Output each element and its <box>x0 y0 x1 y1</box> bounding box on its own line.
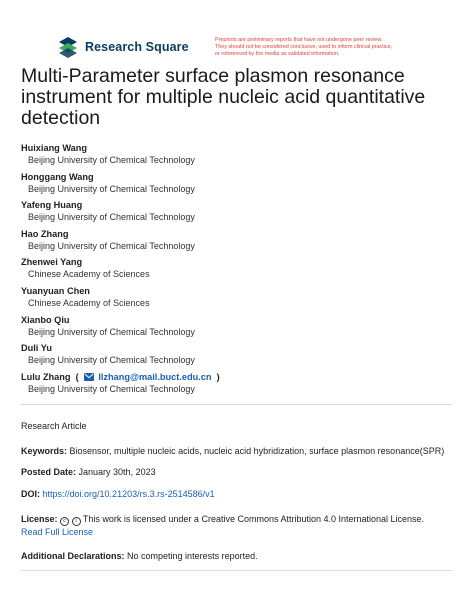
author-entry <box>21 314 451 343</box>
disclaimer-line: or referenced by the media as validated information. <box>215 51 340 58</box>
author-entry <box>21 142 451 171</box>
doi-line <box>21 488 461 500</box>
author-affiliation: Chinese Academy of Sciences <box>28 269 150 280</box>
keywords-label: Keywords: <box>21 446 68 456</box>
keywords-value: Biosensor, multiple nucleic acids, nucleic acid hybridization, surface plasmon resonance(SPR) <box>69 446 445 456</box>
license-text: This work is licensed under a Creative Commons Attribution 4.0 International License. <box>82 514 425 524</box>
author-affiliation: Beijing University of Chemical Technology <box>28 240 195 251</box>
author-affiliation: Beijing University of Chemical Technology <box>28 326 195 337</box>
keywords-line <box>21 445 461 457</box>
page-header <box>0 0 474 70</box>
author-entry <box>21 199 451 228</box>
envelope-icon <box>84 373 94 381</box>
author-affiliation: Beijing University of Chemical Technology <box>28 383 195 394</box>
author-name: Honggang Wang <box>21 171 94 182</box>
research-square-logo[interactable] <box>57 36 189 58</box>
author-email-link[interactable] <box>84 372 214 382</box>
section-divider <box>21 404 453 405</box>
license-label: License: <box>21 514 58 524</box>
author-entry <box>21 285 451 314</box>
paren-open: ( <box>73 371 82 382</box>
author-entry <box>21 256 451 285</box>
article-type: Research Article <box>21 421 87 431</box>
posted-date-value: January 30th, 2023 <box>78 467 156 477</box>
paper-title: Multi-Parameter surface plasmon resonance instrument for multiple nucleic acid quantitative detection <box>21 65 426 129</box>
disclaimer-line: They should not be considered conclusive, used to inform clinical practice, <box>215 44 393 51</box>
author-entry <box>21 342 451 371</box>
author-name: Lulu Zhang <box>21 371 71 382</box>
declarations-label: Additional Declarations: <box>21 551 125 561</box>
disclaimer-line: Preprints are preliminary reports that have not undergone peer review. <box>215 37 383 43</box>
author-entry <box>21 228 451 257</box>
author-email: llzhang@mail.buct.edu.cn <box>98 371 212 382</box>
brand-name: Research Square <box>85 40 189 54</box>
doi-link[interactable]: https://doi.org/10.21203/rs.3.rs-2514586/v1 <box>42 489 215 499</box>
author-name: Hao Zhang <box>21 228 69 239</box>
by-icon: i <box>72 517 81 526</box>
corresponding-author-entry <box>21 371 451 400</box>
author-name: Xianbo Qiu <box>21 314 70 325</box>
posted-date-line <box>21 466 461 478</box>
corresponding-author-line <box>21 371 451 383</box>
doi-label: DOI: <box>21 489 40 499</box>
author-name: Huixiang Wang <box>21 143 88 153</box>
author-name: Yafeng Huang <box>21 200 83 211</box>
author-affiliation: Beijing University of Chemical Technology <box>28 155 195 165</box>
declarations-line <box>21 550 461 562</box>
license-line <box>21 513 461 538</box>
author-name: Yuanyuan Chen <box>21 285 90 296</box>
author-list <box>21 142 451 399</box>
author-affiliation: Beijing University of Chemical Technology <box>28 183 195 194</box>
author-affiliation: Chinese Academy of Sciences <box>28 297 150 308</box>
paren-close: ) <box>214 371 220 382</box>
author-affiliation: Beijing University of Chemical Technology <box>28 212 195 223</box>
research-square-logo-icon <box>57 36 79 58</box>
read-full-license-link[interactable]: Read Full License <box>21 527 94 537</box>
author-name: Zhenwei Yang <box>21 257 83 268</box>
author-affiliation: Beijing University of Chemical Technology <box>28 355 195 366</box>
author-entry <box>21 171 451 200</box>
section-divider <box>21 570 453 571</box>
cc-icon: c <box>60 517 69 526</box>
author-name: Duli Yu <box>21 343 52 354</box>
preprint-disclaimer <box>215 37 430 59</box>
posted-date-label: Posted Date: <box>21 467 77 477</box>
declarations-value: No competing interests reported. <box>127 551 258 561</box>
